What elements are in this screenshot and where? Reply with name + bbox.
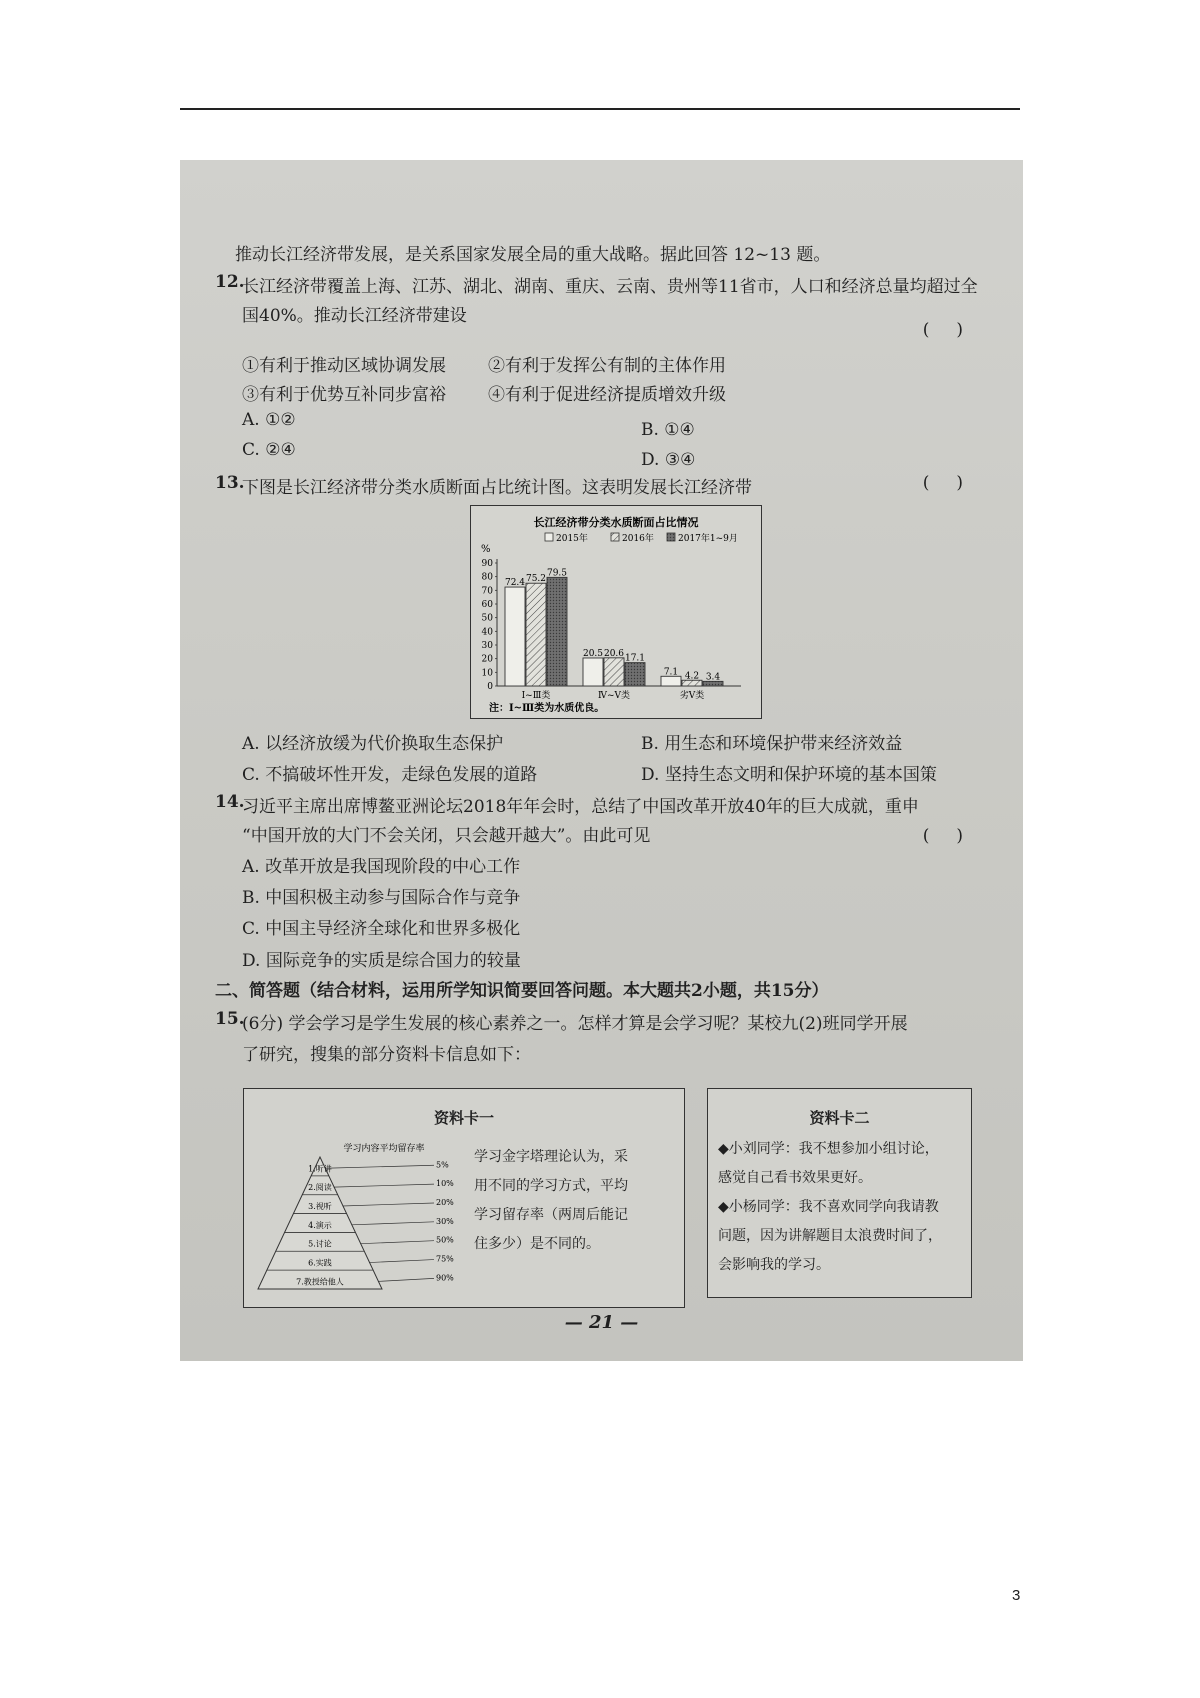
pyramid-level-percent: 30% xyxy=(436,1216,454,1226)
q14-answer-paren: ( ) xyxy=(922,826,963,846)
q12-item-4: ④有利于促进经济提质增效升级 xyxy=(488,385,726,405)
pyramid-leader-line xyxy=(334,1184,434,1187)
q14-option-d: D. 国际竞争的实质是综合国力的较量 xyxy=(242,951,521,971)
section-heading: 二、简答题（结合材料，运用所学知识简要回答问题。本大题共2小题，共15分） xyxy=(215,981,829,1001)
q15-stem-line2: 了研究，搜集的部分资料卡信息如下： xyxy=(242,1045,531,1065)
bar-1-1 xyxy=(505,587,525,686)
pyramid-leader-line xyxy=(360,1241,434,1244)
q14-stem-line2: “中国开放的大门不会关闭，只会越开越大”。由此可见 xyxy=(242,826,651,846)
q12-stem-line1: 长江经济带覆盖上海、江苏、湖北、湖南、重庆、云南、贵州等11省市，人口和经济总量均超过全 xyxy=(242,277,978,297)
pyramid-level-label: 2.阅读 xyxy=(308,1183,332,1193)
legend-label-1: 2015年 xyxy=(556,534,588,544)
pyramid-level-percent: 20% xyxy=(436,1197,454,1207)
pyramid-level-label: 6.实践 xyxy=(308,1258,332,1268)
legend-swatch-2 xyxy=(611,533,619,541)
q13-stem: 下图是长江经济带分类水质断面占比统计图。这表明发展长江经济带 xyxy=(242,478,752,498)
bar-3-1 xyxy=(661,676,681,686)
card1-title: 资料卡一 xyxy=(433,1109,494,1127)
bar-value-label: 4.2 xyxy=(684,671,700,682)
pyramid-level-percent: 10% xyxy=(436,1179,454,1189)
pyramid-leader-line xyxy=(351,1222,434,1225)
chart-title: 长江经济带分类水质断面占比情况 xyxy=(533,516,699,529)
y-tick-label: 0 xyxy=(487,682,493,692)
bar-2-3 xyxy=(625,663,645,686)
bar-2-2 xyxy=(604,658,624,686)
y-tick-label: 20 xyxy=(481,654,493,665)
q14-number: 14. xyxy=(215,792,245,812)
photographed-page xyxy=(180,160,1023,1361)
y-tick-label: 40 xyxy=(481,627,493,638)
chart-legend xyxy=(545,532,738,544)
bar-value-label: 72.4 xyxy=(504,578,526,589)
bar-value-label: 79.5 xyxy=(546,568,568,579)
x-tick-label: Ⅳ~Ⅴ类 xyxy=(597,691,631,701)
card2-text-2: 感觉自己看书效果更好。 xyxy=(718,1170,872,1186)
pyramid-title: 学习内容平均留存率 xyxy=(343,1144,425,1154)
bar-value-label: 75.2 xyxy=(525,574,547,585)
card2-text-1: ◆小刘同学：我不想参加小组讨论， xyxy=(718,1141,939,1157)
q12-option-c: C. ②④ xyxy=(242,440,296,460)
q12-answer-paren: ( ) xyxy=(922,320,963,340)
y-tick-label: 50 xyxy=(481,613,493,624)
q12-option-b: B. ①④ xyxy=(641,420,695,440)
pyramid-level-percent: 50% xyxy=(436,1235,454,1245)
q13-number: 13. xyxy=(215,473,245,493)
pyramid-level-percent: 5% xyxy=(436,1160,449,1170)
card2-text-5: 会影响我的学习。 xyxy=(718,1257,830,1273)
bar-value-label: 20.5 xyxy=(582,648,604,659)
legend-swatch-3 xyxy=(667,533,675,541)
bar-1-2 xyxy=(526,583,546,686)
pyramid-level-percent: 90% xyxy=(436,1273,454,1283)
card1-text-3: 学习留存率（两周后能记 xyxy=(474,1207,628,1223)
y-axis-label: % xyxy=(481,544,491,555)
water-quality-chart xyxy=(470,505,762,719)
q14-stem-line1: 习近平主席出席博鳌亚洲论坛2018年年会时，总结了中国改革开放40年的巨大成就，重申 xyxy=(242,797,919,817)
y-tick-label: 80 xyxy=(481,572,493,583)
card2-text-3: ◆小杨同学：我不喜欢同学向我请教 xyxy=(718,1199,939,1215)
pyramid-levels xyxy=(258,1157,454,1289)
chart-note: 注：Ⅰ~Ⅲ类为水质优良。 xyxy=(489,703,605,714)
chart-bars xyxy=(505,568,723,701)
q12-item-2: ②有利于发挥公有制的主体作用 xyxy=(488,356,726,376)
q13-option-d: D. 坚持生态文明和保护环境的基本国策 xyxy=(641,765,937,785)
q14-option-b: B. 中国积极主动参与国际合作与竞争 xyxy=(242,888,521,908)
q14-option-c: C. 中国主导经济全球化和世界多极化 xyxy=(242,919,521,939)
pyramid-leader-line xyxy=(369,1260,434,1263)
pyramid-level-percent: 75% xyxy=(436,1254,454,1264)
q13-option-c: C. 不搞破坏性开发，走绿色发展的道路 xyxy=(242,765,538,785)
legend-swatch-1 xyxy=(545,533,553,541)
y-tick-label: 30 xyxy=(481,641,493,651)
pyramid-level-label: 3.视听 xyxy=(308,1201,332,1211)
pyramid-level-label: 1.听讲 xyxy=(308,1164,332,1174)
q13-answer-paren: ( ) xyxy=(922,473,963,493)
q12-item-3: ③有利于优势互补同步富裕 xyxy=(242,385,446,405)
card1-text-4: 住多少）是不同的。 xyxy=(474,1236,600,1252)
learning-pyramid xyxy=(256,1139,456,1299)
card2-title: 资料卡二 xyxy=(809,1109,870,1127)
y-tick-label: 70 xyxy=(481,586,493,597)
y-tick-label: 60 xyxy=(481,600,493,610)
card1-text-1: 学习金字塔理论认为，采 xyxy=(474,1149,628,1165)
x-tick-label: Ⅰ~Ⅲ类 xyxy=(521,691,551,701)
page-number: 3 xyxy=(1012,1587,1021,1604)
q12-option-a: A. ①② xyxy=(242,410,296,430)
card1-text-2: 用不同的学习方式，平均 xyxy=(474,1178,628,1194)
q12-option-d: D. ③④ xyxy=(641,450,696,470)
legend-label-3: 2017年1~9月 xyxy=(678,534,738,544)
q13-option-b: B. 用生态和环境保护带来经济效益 xyxy=(641,734,903,754)
pyramid-level-label: 7.教授给他人 xyxy=(296,1277,344,1287)
bar-value-label: 3.4 xyxy=(705,672,721,683)
bar-2-1 xyxy=(583,658,603,686)
x-tick-label: 劣Ⅴ类 xyxy=(679,691,705,701)
bar-value-label: 7.1 xyxy=(663,667,679,678)
bar-1-3 xyxy=(547,577,567,686)
q14-option-a: A. 改革开放是我国现阶段的中心工作 xyxy=(242,857,521,877)
card2-text-4: 问题，因为讲解题目太浪费时间了， xyxy=(718,1228,942,1244)
q15-number: 15. xyxy=(215,1009,245,1029)
pyramid-leader-line xyxy=(325,1165,434,1168)
book-page-number: — 21 — xyxy=(564,1312,639,1333)
bar-value-label: 17.1 xyxy=(624,653,646,664)
q12-stem-line2: 国40%。推动长江经济带建设 xyxy=(242,306,467,326)
info-card-1 xyxy=(243,1088,685,1308)
legend-label-2: 2016年 xyxy=(622,534,654,544)
q15-stem-line1: (6分) 学会学习是学生发展的核心素养之一。怎样才算是会学习呢？某校九(2)班同学开展 xyxy=(242,1014,908,1034)
intro-text: 推动长江经济带发展，是关系国家发展全局的重大战略。据此回答 12~13 题。 xyxy=(235,245,831,265)
pyramid-leader-line xyxy=(343,1203,434,1206)
q12-item-1: ①有利于推动区域协调发展 xyxy=(242,356,446,376)
pyramid-level-label: 5.讨论 xyxy=(308,1239,332,1249)
q12-number: 12. xyxy=(215,272,245,292)
top-rule xyxy=(180,108,1020,110)
pyramid-leader-line xyxy=(378,1278,434,1281)
pyramid-level-label: 4.演示 xyxy=(308,1220,332,1230)
info-card-2 xyxy=(707,1088,972,1298)
y-tick-label: 90 xyxy=(481,559,493,569)
chart-svg xyxy=(471,506,761,718)
q13-option-a: A. 以经济放缓为代价换取生态保护 xyxy=(242,734,504,754)
y-tick-label: 10 xyxy=(481,668,493,679)
bar-value-label: 20.6 xyxy=(603,648,625,659)
